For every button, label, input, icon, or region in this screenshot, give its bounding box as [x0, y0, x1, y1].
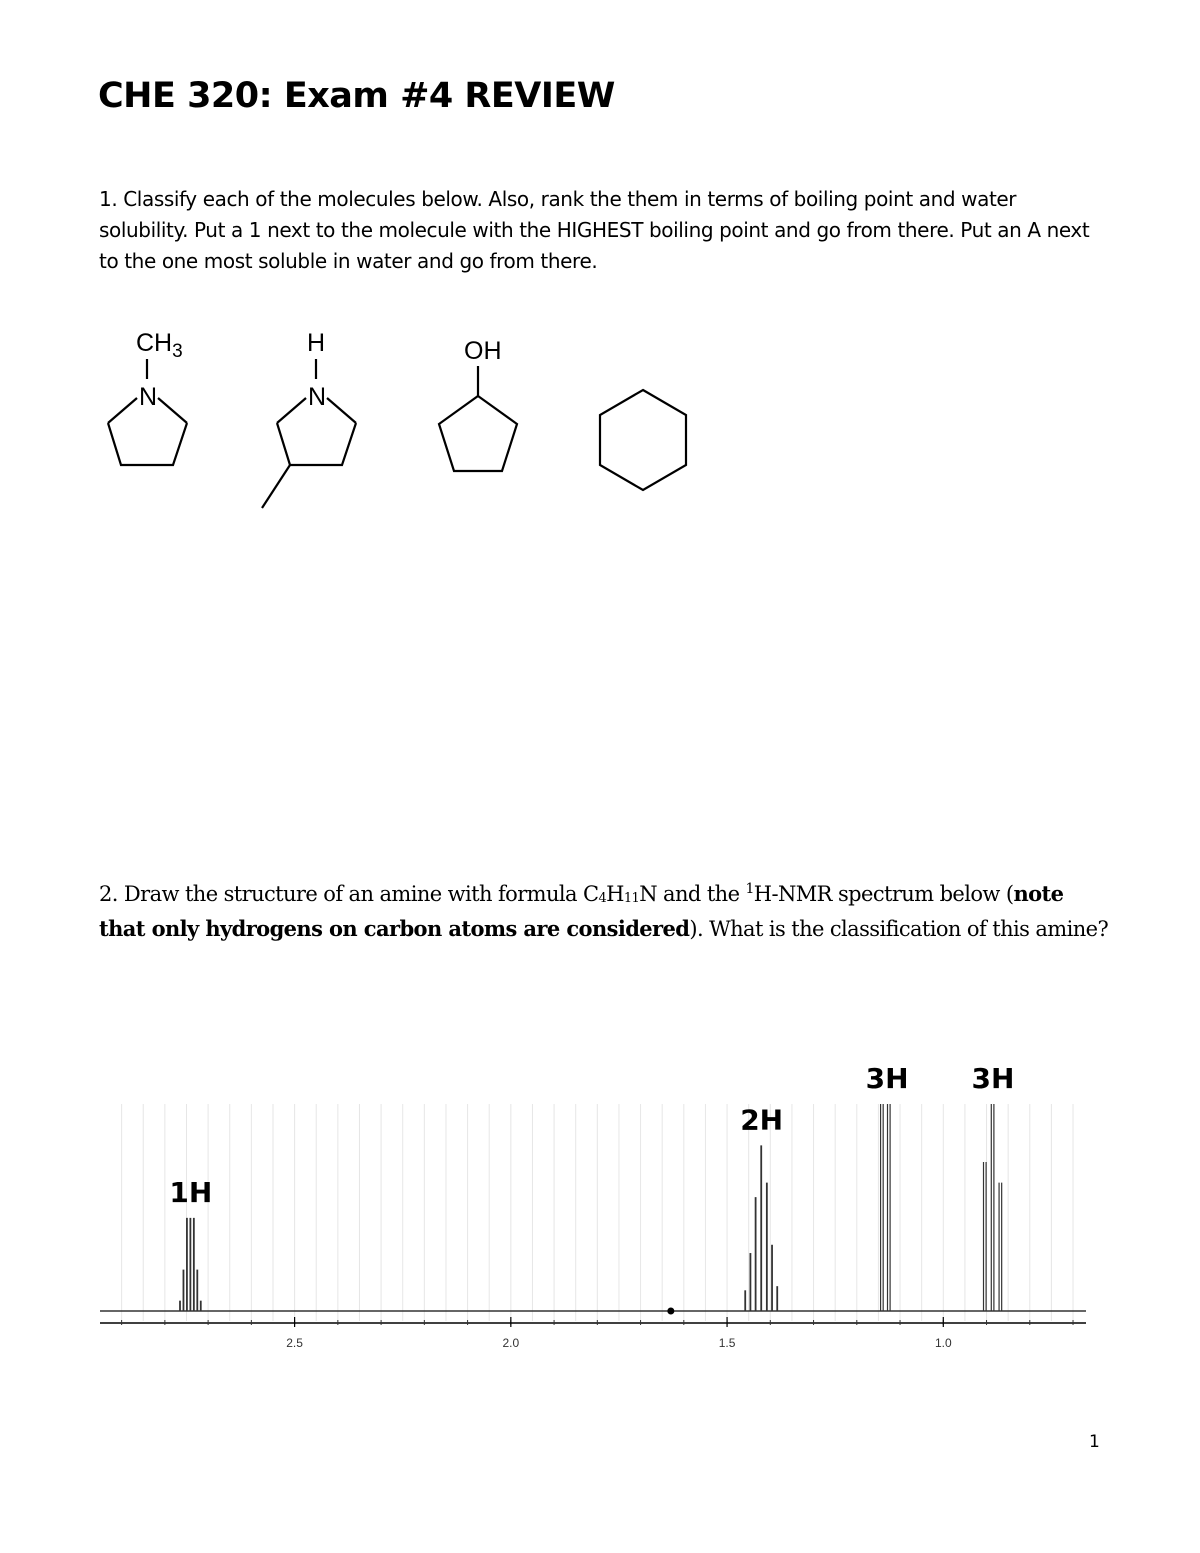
integration-label: 3H	[971, 1062, 1015, 1095]
integration-label: 2H	[740, 1103, 784, 1137]
nitrogen-label: N	[139, 383, 158, 411]
integration-label: 1H	[169, 1175, 213, 1209]
question-2-text: 2. Draw the structure of an amine with formula C4H11N and the $^1$H-NMR spectrum below (note that only hydrogens on carbon atoms are considered). What is the classification of this amine?	[99, 881, 1109, 941]
x-tick-label: 2.0	[502, 1336, 520, 1350]
peak-multiplet	[180, 1218, 201, 1311]
molecule-cyclopentanol	[439, 337, 517, 471]
integration-label: 3H	[865, 1062, 909, 1095]
molecule-cyclohexane	[600, 390, 686, 490]
page-number: 1	[1089, 1432, 1100, 1452]
nmr-spectrum	[96, 1052, 1096, 1362]
x-tick-label: 2.5	[286, 1336, 303, 1350]
hydroxyl-label: OH	[464, 337, 502, 365]
peak-multiplet	[745, 1145, 777, 1311]
x-tick-label: 1.0	[934, 1336, 952, 1350]
peak-doublet	[881, 1104, 891, 1311]
molecule-n-methylpyrrolidine	[108, 329, 187, 465]
page-title: CHE 320: Exam #4 REVIEW	[98, 76, 615, 116]
x-tick-label: 1.5	[718, 1336, 736, 1350]
question-1-text: 1. Classify each of the molecules below. Also, rank the them in terms of boiling point and water solubility. Put a 1 next to the molecule with the HIGHEST boiling point and go from there. Put an A next to the one most soluble in water and go from there.	[99, 187, 1090, 273]
nitrogen-label: N	[308, 383, 327, 411]
molecule-3-methylpyrrolidine	[262, 329, 356, 508]
hydrogen-label: H	[307, 329, 326, 357]
ch3-label: $CH_3$	[136, 329, 183, 362]
molecule-structures	[100, 325, 700, 520]
spectrum-dot-marker	[667, 1308, 674, 1315]
